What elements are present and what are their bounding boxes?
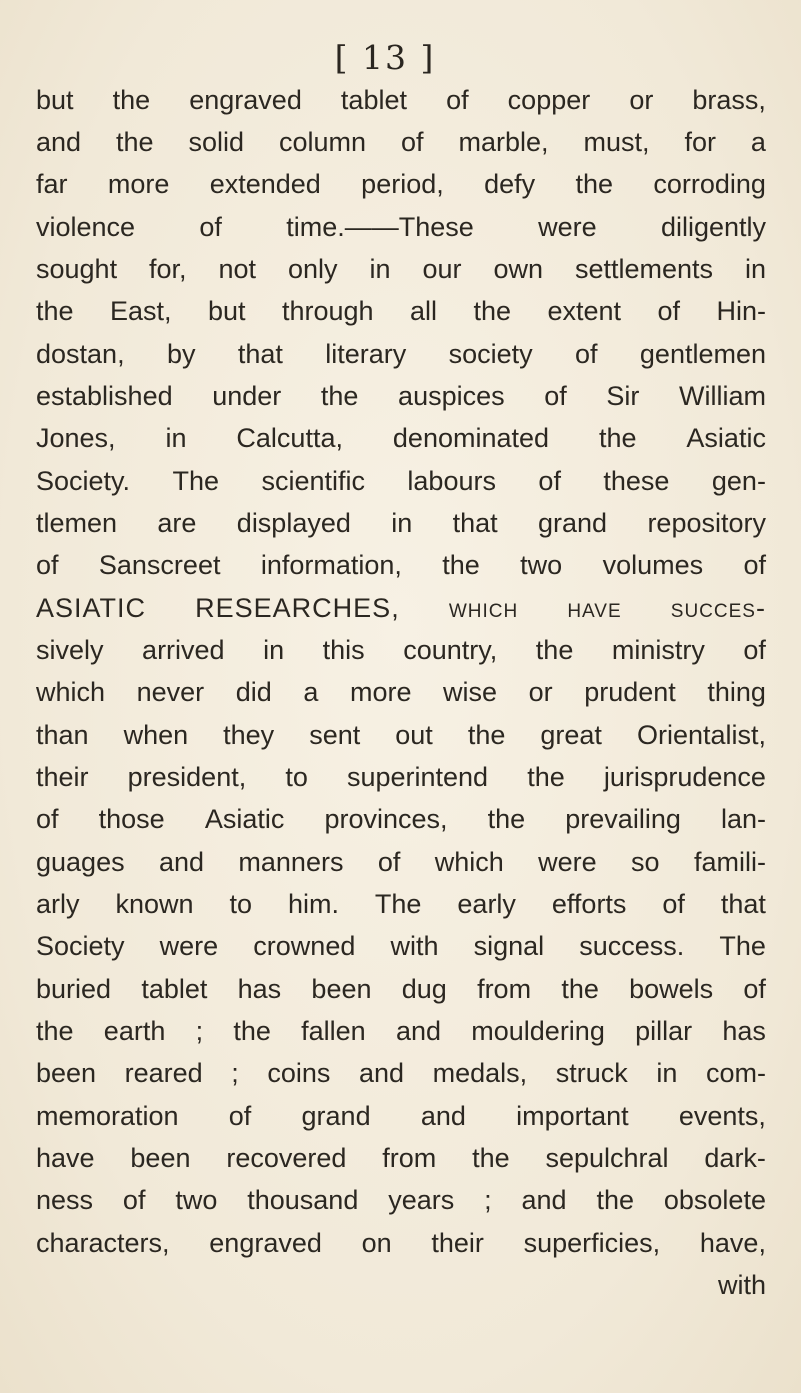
text-line: sought for, not only in our own settlements in <box>36 254 766 284</box>
text-line: violence of time.——These were diligently <box>36 212 766 242</box>
text-line: ness of two thousand years ; and the obsolete <box>36 1185 766 1215</box>
text-line: tlemen are displayed in that grand repository <box>36 508 766 538</box>
page-number: [ 13 ] <box>334 38 436 77</box>
text-line: have been recovered from the sepulchral dark- <box>36 1143 766 1173</box>
text-line: which never did a more wise or prudent thing <box>36 677 766 707</box>
text-line: dostan, by that literary society of gentlemen <box>36 339 766 369</box>
text-line: Jones, in Calcutta, denominated the Asiatic <box>36 423 766 453</box>
text-line: of those Asiatic provinces, the prevailing lan- <box>36 804 766 834</box>
text-line: established under the auspices of Sir William <box>36 381 766 411</box>
text-line: but the engraved tablet of copper or brass, <box>36 85 766 115</box>
text-line: memoration of grand and important events, <box>36 1101 766 1131</box>
text-line: buried tablet has been dug from the bowels of <box>36 974 766 1004</box>
text-line: sively arrived in this country, the ministry of <box>36 635 766 665</box>
text-line: far more extended period, defy the corroding <box>36 169 766 199</box>
text-line: the East, but through all the extent of Hin- <box>36 296 766 326</box>
text-line: Society. The scientific labours of these gen- <box>36 466 766 496</box>
text-line: characters, engraved on their superficies, have, <box>36 1228 766 1258</box>
text-line: Society were crowned with signal success. The <box>36 931 766 961</box>
text-line: than when they sent out the great Orientalist, <box>36 720 766 750</box>
text-line: and the solid column of marble, must, for a <box>36 127 766 157</box>
text-line: ASIATIC RESEARCHES, which have succes- <box>36 593 766 623</box>
text-line: guages and manners of which were so famili- <box>36 847 766 877</box>
text-line: their president, to superintend the jurisprudence <box>36 762 766 792</box>
catchword: with <box>717 1270 766 1300</box>
text-line: of Sanscreet information, the two volumes of <box>36 550 766 580</box>
text-line: the earth ; the fallen and mouldering pillar has <box>36 1016 766 1046</box>
text-line: been reared ; coins and medals, struck in com- <box>36 1058 766 1088</box>
text-line: arly known to him. The early efforts of that <box>36 889 766 919</box>
